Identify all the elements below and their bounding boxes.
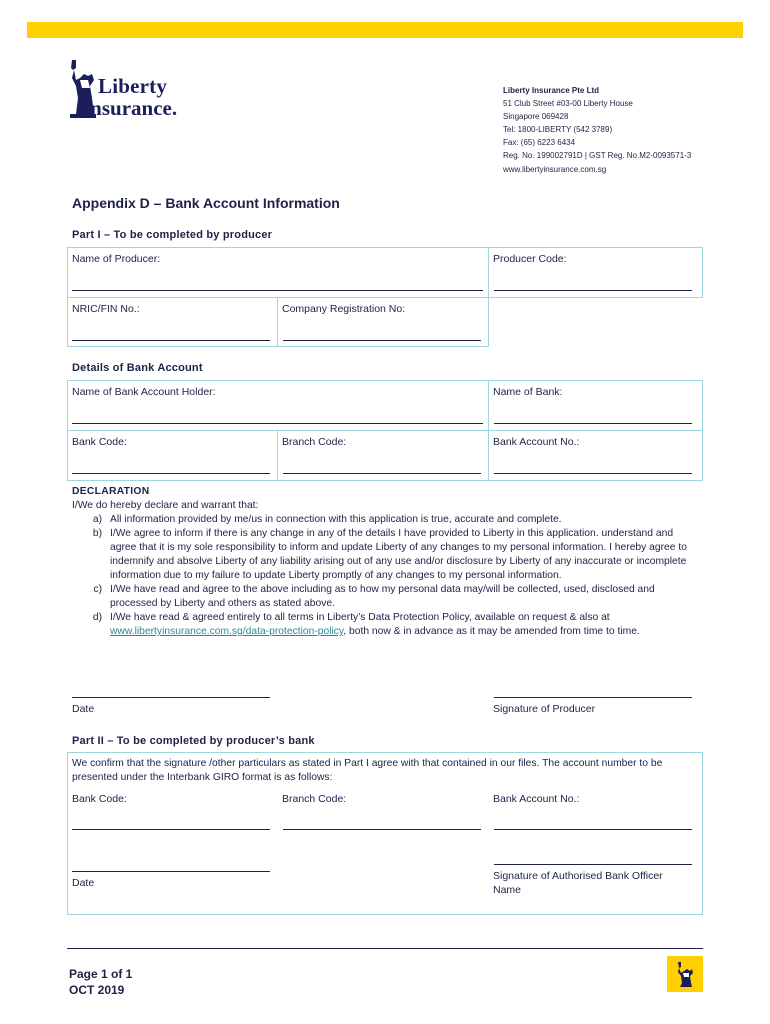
account-holder-label: Name of Bank Account Holder:: [72, 386, 216, 398]
bank-officer-signature-label: Signature of Authorised Bank Officer: [493, 870, 663, 882]
declaration-item: [72, 583, 692, 611]
declaration-intro: I/We do hereby declare and warrant that:: [72, 500, 259, 511]
company-name: Liberty Insurance Pte Ltd: [503, 86, 600, 95]
part2-paragraph: We confirm that the signature /other particulars as stated in Part I agree with that contained in our files. The account number to be presented under the Interbank GIRO format is as follows:: [72, 758, 663, 783]
company-address-block: [503, 84, 691, 176]
account-no-field[interactable]: [494, 473, 692, 474]
website-line: www.libertyinsurance.com.sg: [503, 164, 607, 174]
bank-name-field[interactable]: [494, 423, 692, 424]
bank-name-label: Name of Bank:: [493, 386, 563, 398]
bank-details-row-divider: [67, 430, 703, 431]
item-marker: a): [92, 514, 102, 525]
producer-code-label: Producer Code:: [493, 253, 567, 265]
declaration-item: [72, 513, 692, 527]
registration-line: Reg. No. 199002791D | GST Reg. No.M2-0093571-3: [503, 151, 692, 161]
name-of-producer-field[interactable]: [72, 290, 483, 291]
account-no-field-2[interactable]: [494, 829, 692, 830]
producer-date-field[interactable]: [72, 697, 270, 698]
producer-date-label: Date: [72, 703, 95, 715]
part1-heading: Part I – To be completed by producer: [72, 229, 273, 241]
footer: [69, 966, 132, 998]
company-reg-label: Company Registration No:: [282, 303, 406, 315]
form-date: OCT 2019: [69, 983, 125, 997]
item-marker: d): [92, 612, 102, 623]
fax-line: Fax: (65) 6223 6434: [503, 138, 576, 148]
declaration-heading: DECLARATION: [72, 486, 150, 497]
nric-label: NRIC/FIN No.:: [72, 303, 140, 315]
bank-code-label: Bank Code:: [72, 436, 127, 448]
bank-officer-signature-field[interactable]: [494, 864, 692, 865]
item-marker: c): [93, 584, 102, 595]
logo-wordmark-liberty: Liberty: [98, 74, 168, 98]
logo-wordmark-insurance: Insurance.: [82, 96, 178, 120]
declaration-section: [72, 485, 692, 639]
producer-signature-field[interactable]: [494, 697, 692, 698]
page-title: Appendix D – Bank Account Information: [72, 195, 340, 211]
liberty-badge-logo: [667, 956, 703, 992]
part2-heading: Part II – To be completed by producer’s bank: [72, 735, 315, 747]
address-line: 51 Club Street #03-00 Liberty House: [503, 99, 633, 109]
data-protection-policy-link[interactable]: www.libertyinsurance.com.sg/data-protection-policy: [110, 626, 344, 637]
branch-code-field[interactable]: [283, 473, 481, 474]
declaration-item: [72, 611, 692, 639]
account-no-label: Bank Account No.:: [493, 436, 580, 448]
page-number: Page 1 of 1: [69, 967, 133, 981]
bank-code-field-2[interactable]: [72, 829, 270, 830]
branch-code-label: Branch Code:: [282, 436, 347, 448]
bank-details-divider: [488, 380, 489, 481]
nric-field[interactable]: [72, 340, 270, 341]
bank-code-field[interactable]: [72, 473, 270, 474]
item-text: I/We agree to inform if there is any change in any of the details I have provided to Liberty in this application. understand and agree that it is my sole responsibility to inform and update Liberty of any changes to my personal information. I hereby agree to indemnify and absolve Liberty of any liability arising out of any use and/or disclosure by Liberty of any inaccurate or incomplete information due to my failure to update Liberty promptly of any changes to my personal information.: [110, 528, 687, 581]
name-of-producer-label: Name of Producer:: [72, 253, 161, 265]
bank-date-label: Date: [72, 877, 95, 889]
statue-of-liberty-icon: [667, 956, 703, 992]
account-holder-field[interactable]: [72, 423, 483, 424]
item-text-after: , both now & in advance as it may be amended from time to time.: [343, 626, 640, 637]
address-line: Singapore 069428: [503, 112, 569, 122]
top-brand-bar: [27, 22, 743, 38]
item-text: I/We have read and agree to the above including as to how my personal data may/will be collected, used, disclosed and processed by Liberty and others as stated above.: [110, 584, 655, 609]
item-text-before: I/We have read & agreed entirely to all terms in Liberty’s Data Protection Policy, available on request & also at: [110, 612, 610, 623]
bank-details-divider-2: [277, 430, 278, 481]
bank-code-label-2: Bank Code:: [72, 793, 127, 805]
account-no-label-2: Bank Account No.:: [493, 793, 580, 805]
company-reg-field[interactable]: [283, 340, 481, 341]
liberty-logo: [66, 58, 216, 122]
item-marker: b): [92, 528, 102, 539]
item-text: All information provided by me/us in connection with this application is true, accurate and complete.: [110, 514, 562, 525]
bank-officer-name-label: Name: [493, 884, 522, 896]
footer-divider: [67, 948, 703, 949]
producer-signature-label: Signature of Producer: [493, 703, 596, 715]
item-text: [110, 611, 692, 639]
declaration-item: [72, 527, 692, 583]
branch-code-field-2[interactable]: [283, 829, 481, 830]
producer-code-field[interactable]: [494, 290, 692, 291]
nric-divider: [277, 297, 278, 347]
phone-line: Tel: 1800-LIBERTY (542 3789): [503, 125, 613, 135]
branch-code-label-2: Branch Code:: [282, 793, 347, 805]
bank-details-heading: Details of Bank Account: [72, 362, 203, 374]
bank-date-field[interactable]: [72, 871, 270, 872]
